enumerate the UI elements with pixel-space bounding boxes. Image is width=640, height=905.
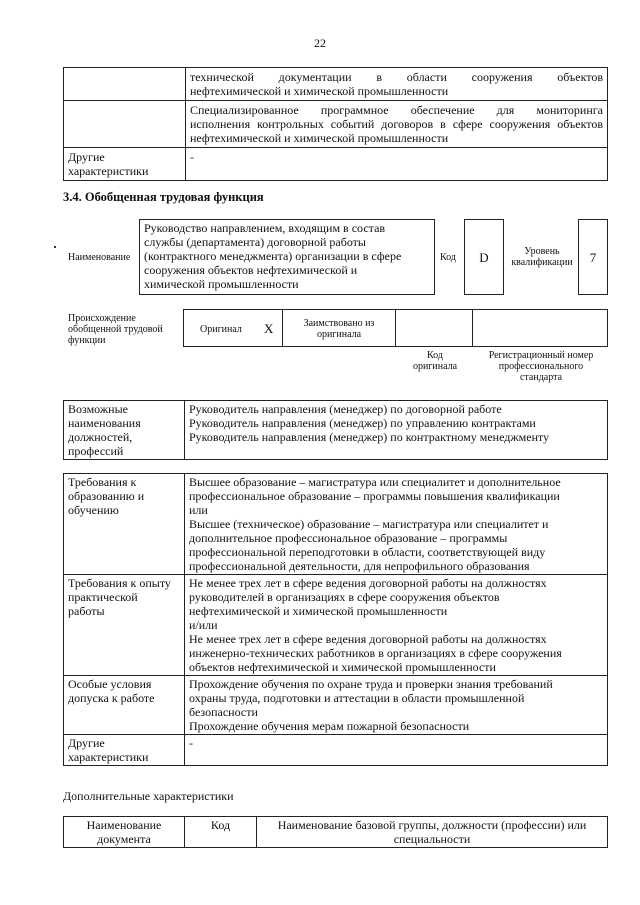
requirements-table [63,473,608,766]
row-content [185,735,608,766]
label-line: Возможные [68,402,128,416]
table-row [64,735,608,766]
label-line: допуска к работе [68,691,155,705]
text-line: химической промышленности [144,277,299,291]
level-value-box: 7 [578,219,608,295]
label-line: Происхождение [68,313,136,324]
text-line: Прохождение обучения мерам пожарной безопасности [189,719,470,733]
row-label [64,101,186,148]
text-line: Высшее образование – магистратура или специалитет и дополнительное [189,475,561,489]
label-line: Заимствовано из [303,318,375,329]
label-line: Особые условия [68,677,152,691]
table-row [64,401,608,460]
caption-line: профессионального [498,361,584,372]
gtf-name-box [139,219,435,295]
header-line: Код [210,818,231,832]
text-line: профессиональной переподготовки в области, соответствующей виду [189,545,546,559]
text-line: нефтехимической и химической промышленности [190,131,449,145]
name-label: Наименование [68,252,131,263]
level-label [504,246,580,268]
text-line: охраны труда, подготовки и аттестации в области промышленной [189,691,525,705]
additional-characteristics-table [63,816,608,848]
registration-number-cell [472,309,608,347]
row-label [64,148,186,181]
row-content [185,676,608,735]
text-line: Не менее трех лет в сфере ведения договорной работы на должностях [189,632,547,646]
header-base-group [257,817,608,848]
list-item: Руководитель направления (менеджер) по контрактному менеджменту [189,430,550,444]
label-line: профессий [68,444,124,458]
text-line: технической документации в области сооружения объектов [190,70,603,84]
registration-caption [476,350,606,383]
page-number: 22 [314,36,326,50]
text-line: - [189,736,193,750]
text-line: дополнительное профессиональное образование – программы [189,531,508,545]
label-line: оригинала [316,329,362,340]
additional-characteristics-title: Дополнительные характеристики [63,789,234,803]
row-label [64,575,185,676]
original-cell [183,309,283,347]
table-header-row [64,817,608,848]
label-line: Уровень [524,246,560,257]
borrowed-cell [282,309,396,347]
caption-line: Код [427,350,443,361]
text-line: Руководство направлением, входящим в состав [144,221,386,235]
table-row [64,676,608,735]
row-content [186,68,608,101]
row-label [64,676,185,735]
label-line: Другие [68,736,105,750]
top-characteristics-table [63,67,608,181]
text-line: безопасности [189,705,258,719]
row-content [185,401,608,460]
margin-mark [54,246,56,248]
positions-table [63,400,608,460]
label-line: обобщенной трудовой [68,324,163,335]
code-label: Код [440,252,456,263]
text-line: сооружения объектов нефтехимической и [144,263,358,277]
label-line: практической [68,590,138,604]
table-row [64,101,608,148]
caption-line: Регистрационный номер [488,350,594,361]
code-caption [400,350,470,372]
label-line: функции [68,335,106,346]
origin-label [68,313,163,346]
table-row [64,68,608,101]
text-line: руководителей в организациях в сфере сооружения объектов [189,590,500,604]
label-line: наименования [68,416,141,430]
text-line: объектов нефтехимической и химической промышленности [189,660,496,674]
table-row [64,148,608,181]
label-line: квалификации [511,257,573,268]
table-row [64,474,608,575]
row-content [185,474,608,575]
original-mark: X [264,321,274,336]
caption-line: оригинала [412,361,458,372]
header-line: специальности [393,832,471,846]
label-line: Требования к опыту [68,576,171,590]
header-document-name [64,817,185,848]
code-value-box: D [464,219,504,295]
text-line: и/или [189,618,218,632]
text-line: - [190,150,194,164]
header-code [185,817,257,848]
original-label: Оригинал [200,324,242,335]
label-line: Требования к [68,475,137,489]
caption-line: стандарта [519,372,563,383]
label-line: образованию и [68,489,145,503]
list-item: Руководитель направления (менеджер) по договорной работе [189,402,502,416]
list-item: Руководитель направления (менеджер) по управлению контрактами [189,416,536,430]
label-line: обучению [68,503,119,517]
table-row [64,575,608,676]
text-line: нефтехимической и химической промышленности [190,84,449,98]
text-line: Не менее трех лет в сфере ведения договорной работы на должностях [189,576,547,590]
row-label [64,401,185,460]
header-line: Наименование базовой группы, должности (профессии) или [277,818,587,832]
origin-code-cell [395,309,473,347]
text-line: нефтехимической и химической промышленности [189,604,448,618]
header-line: Наименование [86,818,162,832]
row-label [64,735,185,766]
text-line: Высшее (техническое) образование – магистратура или специалитет и [189,517,549,531]
text-line: (контрактного менеджмента) организации в сфере [144,249,402,263]
label-line: характеристики [68,164,149,178]
row-content [186,101,608,148]
text-line: исполнения контрольных событий договоров в сфере сооружения объектов [190,117,603,131]
row-content [186,148,608,181]
text-line: Специализированное программное обеспечение для мониторинга [190,103,603,117]
text-line: или [189,503,208,517]
text-line: инженерно-технических работников в организациях в сфере сооружения [189,646,562,660]
label-line: характеристики [68,750,149,764]
text-line: профессиональной деятельности, для непрофильного образования [189,559,530,573]
row-content [185,575,608,676]
header-line: документа [97,832,151,846]
row-label [64,474,185,575]
label-line: должностей, [68,430,133,444]
text-line: профессиональное образование – программы повышения квалификации [189,489,560,503]
label-line: Другие [68,150,105,164]
section-title: 3.4. Обобщенная трудовая функция [63,190,264,204]
row-label [64,68,186,101]
text-line: Прохождение обучения по охране труда и проверки знания требований [189,677,553,691]
label-line: работы [68,604,105,618]
text-line: службы (департамента) договорной работы [144,235,366,249]
